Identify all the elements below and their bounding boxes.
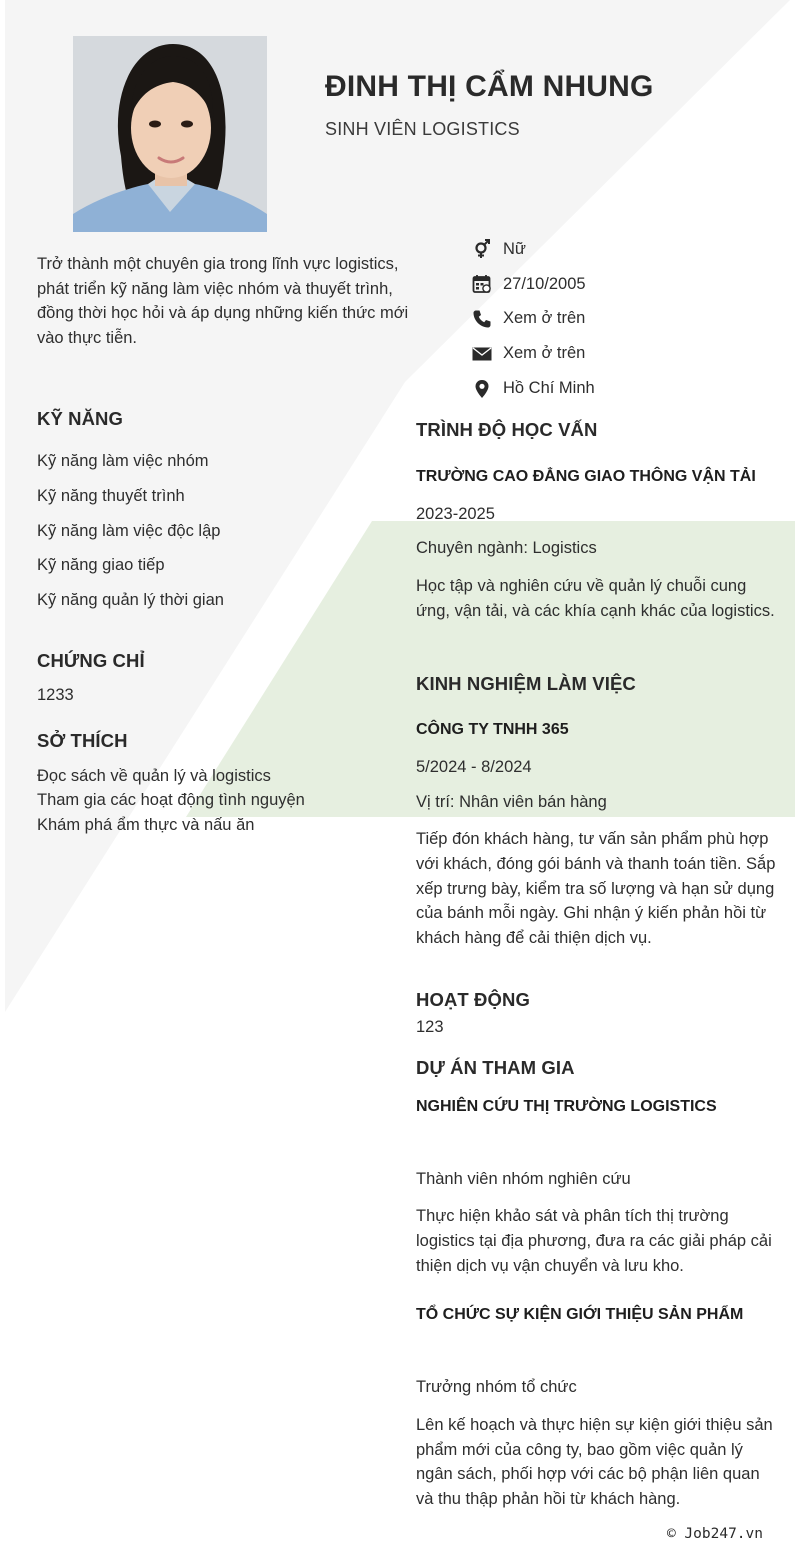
- project-name: NGHIÊN CỨU THỊ TRƯỜNG LOGISTICS: [416, 1098, 717, 1115]
- contact-address: [471, 371, 771, 406]
- education-period: 2023-2025: [416, 505, 495, 523]
- contact-info: [471, 232, 771, 406]
- skills-section: [37, 408, 397, 430]
- skill-item: Kỹ năng làm việc nhóm: [37, 452, 209, 470]
- activities-section: [416, 989, 776, 1011]
- school-name: TRƯỜNG CAO ĐẲNG GIAO THÔNG VẬN TẢI: [416, 468, 756, 485]
- address-value: Hồ Chí Minh: [503, 379, 595, 398]
- hobby-item: Đọc sách về quản lý và logistics: [37, 767, 271, 785]
- projects-heading: DỰ ÁN THAM GIA: [416, 1057, 575, 1078]
- project-role: Trưởng nhóm tổ chức: [416, 1378, 577, 1396]
- project-name: TỔ CHỨC SỰ KIỆN GIỚI THIỆU SẢN PHẨM: [416, 1306, 744, 1323]
- contact-phone: [471, 302, 771, 337]
- career-objective: Trở thành một chuyên gia trong lĩnh vực logistics, phát triển kỹ năng làm việc nhóm và thuyết trình, đồng thời học hỏi và áp dụng những kiến thức mới vào thực tiễn.: [37, 255, 409, 347]
- hobby-item: Khám phá ẩm thực và nấu ăn: [37, 816, 255, 834]
- email-value: Xem ở trên: [503, 344, 586, 363]
- education-heading: TRÌNH ĐỘ HỌC VẤN: [416, 419, 598, 440]
- education-description: Học tập và nghiên cứu về quản lý chuỗi cung ứng, vận tải, và các khía cạnh khác của logistics.: [416, 577, 775, 620]
- birthday-value: 27/10/2005: [503, 274, 586, 293]
- project-description: Lên kế hoạch và thực hiện sự kiện giới thiệu sản phẩm mới của công ty, bao gồm việc quản lý ngân sách, phối hợp với các bộ phận liên quan và thu thập phản hồi từ khách hàng.: [416, 1416, 773, 1508]
- activities-heading: HOẠT ĐỘNG: [416, 989, 530, 1010]
- experience-heading: KINH NGHIỆM LÀM VIỆC: [416, 673, 636, 694]
- projects-section: [416, 1057, 776, 1079]
- project-role: Thành viên nhóm nghiên cứu: [416, 1170, 631, 1188]
- footer-watermark: © Job247.vn: [666, 1526, 763, 1542]
- experience-period: 5/2024 - 8/2024: [416, 758, 532, 776]
- certificates-heading: CHỨNG CHỈ: [37, 650, 145, 671]
- gender-icon: [471, 238, 493, 260]
- education-section: [416, 419, 776, 441]
- certificate-value: 1233: [37, 686, 74, 704]
- mail-icon: [471, 343, 493, 365]
- gender-value: Nữ: [503, 239, 526, 258]
- activities-value: 123: [416, 1018, 444, 1036]
- phone-value: Xem ở trên: [503, 309, 586, 328]
- phone-icon: [471, 308, 493, 330]
- experience-description: Tiếp đón khách hàng, tư vấn sản phẩm phù hợp với khách, đóng gói bánh và thanh toán tiền. Sắp xếp trưng bày, kiểm tra số lượng và hạn sử dụng của bánh mỗi ngày. Ghi nhận ý kiến phản hồi từ khách hàng để cải thiện dịch vụ.: [416, 830, 776, 948]
- skill-item: Kỹ năng quản lý thời gian: [37, 591, 224, 609]
- hobbies-section: [37, 730, 397, 752]
- calendar-icon: [471, 273, 493, 295]
- contact-birthday: [471, 267, 771, 302]
- skill-item: Kỹ năng thuyết trình: [37, 487, 185, 505]
- skill-item: Kỹ năng làm việc độc lập: [37, 522, 221, 540]
- profile-photo: [73, 36, 267, 232]
- contact-email: [471, 336, 771, 371]
- location-pin-icon: [471, 378, 493, 400]
- contact-gender: [471, 232, 771, 267]
- candidate-name: ĐINH THỊ CẨM NHUNG: [325, 70, 654, 103]
- hobby-item: Tham gia các hoạt động tình nguyện: [37, 791, 305, 809]
- experience-position: Vị trí: Nhân viên bán hàng: [416, 793, 607, 811]
- skill-item: Kỹ năng giao tiếp: [37, 556, 165, 574]
- company-name: CÔNG TY TNHH 365: [416, 721, 569, 738]
- candidate-title: SINH VIÊN LOGISTICS: [325, 119, 520, 139]
- hobbies-heading: SỞ THÍCH: [37, 730, 128, 751]
- certificates-section: [37, 650, 397, 672]
- education-major: Chuyên ngành: Logistics: [416, 539, 597, 557]
- skills-heading: KỸ NĂNG: [37, 408, 124, 429]
- project-description: Thực hiện khảo sát và phân tích thị trường logistics tại địa phương, đưa ra các giải pháp cải thiện dịch vụ vận chuyển và lưu kho.: [416, 1207, 772, 1275]
- experience-section: [416, 673, 776, 695]
